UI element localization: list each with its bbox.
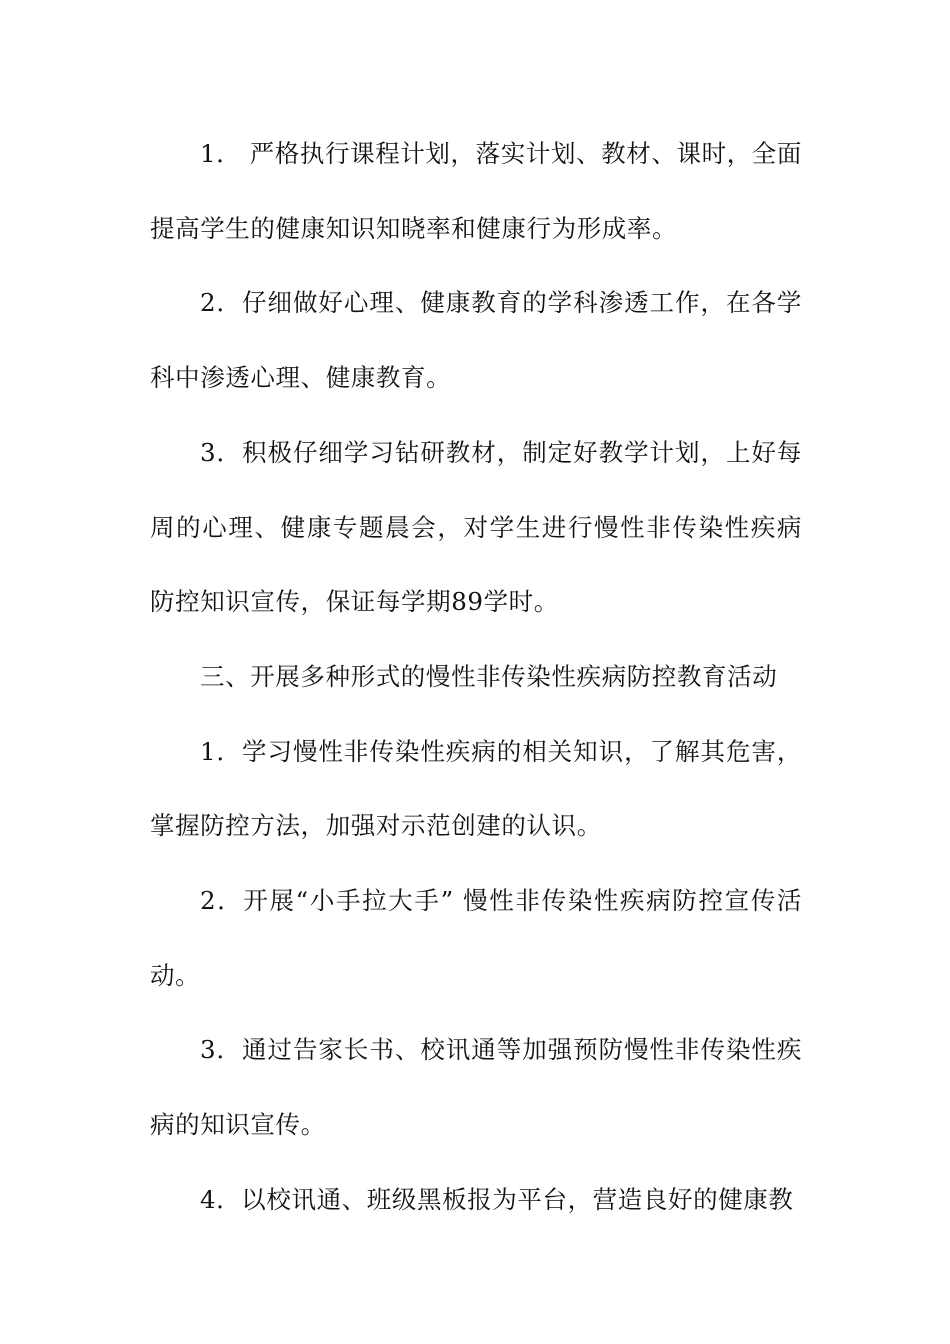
- paragraph-item-3: 3．积极仔细学习钻研教材，制定好教学计划，上好每周的心理、健康专题晨会，对学生进行慢性非传染性疾病防控知识宣传，保证每学期89学时。: [150, 437, 802, 617]
- paragraph-item-6: 3．通过告家长书、校讯通等加强预防慢性非传染性疾病的知识宣传。: [150, 1035, 802, 1140]
- paragraph-item-5: 2．开展“小手拉大手” 慢性非传染性疾病防控宣传活动。: [150, 886, 802, 990]
- paragraph-item-4: 1．学习慢性非传染性疾病的相关知识，了解其危害，掌握防控方法，加强对示范创建的认识。: [150, 736, 802, 841]
- paragraph-item-7: 4．以校讯通、班级黑板报为平台，营造良好的健康教: [200, 1184, 794, 1214]
- paragraph-item-1: 1． 严格执行课程计划，落实计划、教材、课时，全面提高学生的健康知识知晓率和健康行为形成率。: [150, 139, 802, 243]
- document-body: [150, 117, 802, 1238]
- section-heading: 三、开展多种形式的慢性非传染性疾病防控教育活动: [200, 661, 778, 691]
- paragraph-item-2: 2．仔细做好心理、健康教育的学科渗透工作，在各学科中渗透心理、健康教育。: [150, 288, 802, 393]
